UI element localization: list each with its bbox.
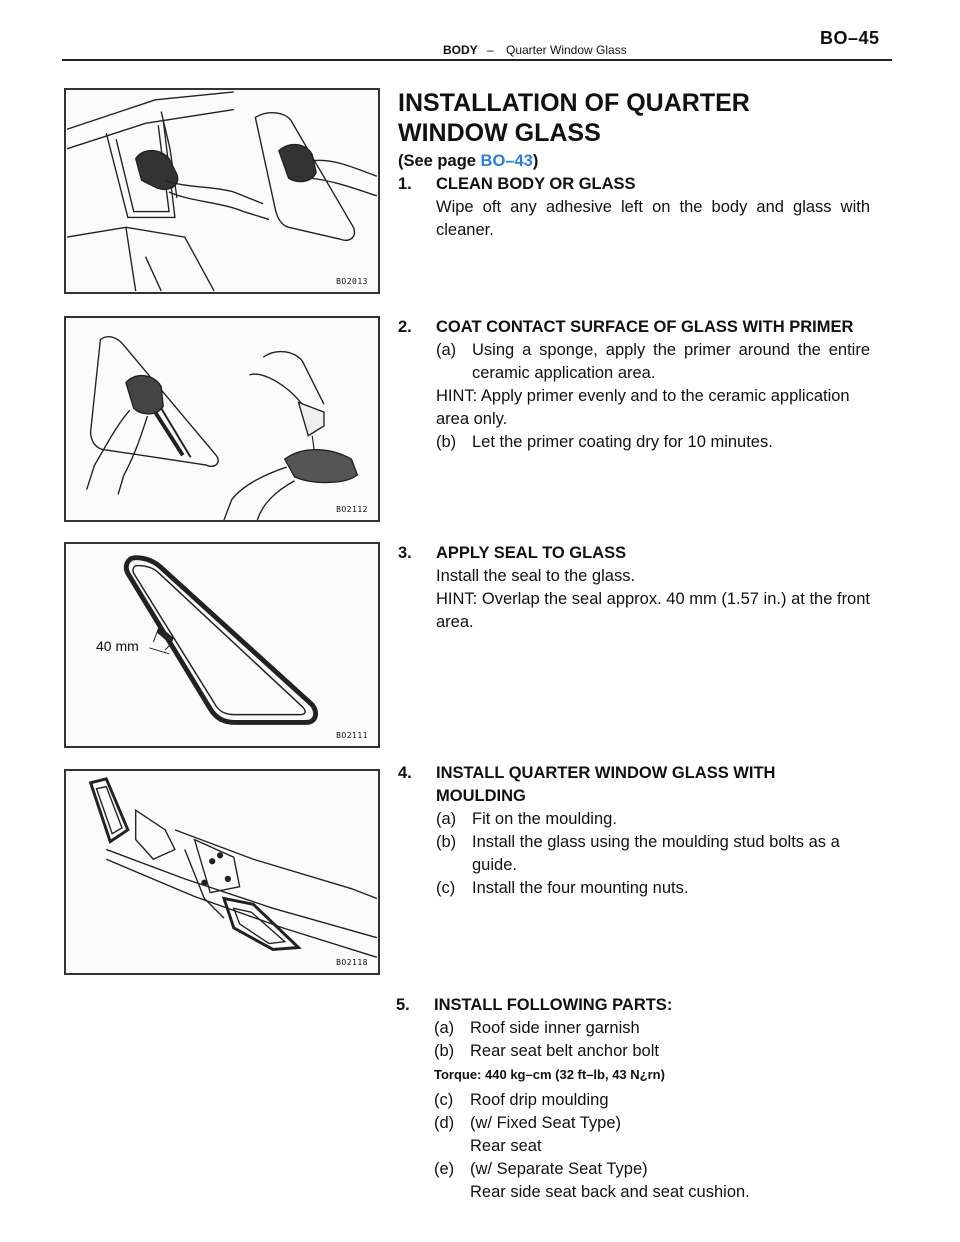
see-page-link[interactable]: BO–43 — [480, 152, 533, 170]
sub-letter: (d) — [434, 1114, 455, 1132]
step-5e — [396, 1158, 868, 1204]
header-section: BODY — [443, 43, 478, 57]
step-4b — [398, 831, 870, 877]
step-title: APPLY SEAL TO GLASS — [436, 544, 627, 562]
step-title: CLEAN BODY OR GLASS — [436, 175, 636, 193]
sub-text: Install the four mounting nuts. — [472, 879, 689, 897]
see-page-prefix: (See page — [398, 152, 481, 170]
sub-text: Let the primer coating dry for 10 minutes. — [472, 433, 773, 451]
sub-letter: (b) — [434, 1042, 455, 1060]
page-title — [398, 88, 750, 148]
step-number: 2. — [398, 318, 412, 336]
step-1-heading — [398, 173, 870, 196]
step-4-block — [398, 762, 870, 900]
sub-letter: (b) — [436, 433, 457, 451]
sub-text: Roof side inner garnish — [470, 1019, 640, 1037]
sub-text-group — [470, 1112, 868, 1158]
title-line-1: INSTALLATION OF QUARTER — [398, 89, 750, 117]
step-5-heading — [396, 994, 868, 1017]
step-3-heading — [398, 542, 870, 565]
title-line-2: WINDOW GLASS — [398, 119, 601, 147]
figure-install-glass — [64, 769, 380, 975]
sub-text: Roof drip moulding — [470, 1091, 609, 1109]
illustration-cleaning — [66, 90, 378, 292]
figure-code: BO2112 — [336, 505, 368, 514]
sub-text: Rear seat belt anchor bolt — [470, 1042, 659, 1060]
illustration-primer — [66, 318, 378, 520]
step-number: 3. — [398, 544, 412, 562]
header-rule — [62, 59, 892, 61]
figure-apply-primer — [64, 316, 380, 522]
sub-text: (w/ Fixed Seat Type) — [470, 1114, 622, 1132]
torque-spec: Torque: 440 kg–cm (32 ft–lb, 43 N¿rn) — [434, 1067, 665, 1082]
page-number: BO–45 — [820, 28, 880, 48]
step-number: 5. — [396, 996, 410, 1014]
step-5d — [396, 1112, 868, 1158]
step-2-hint: HINT: Apply primer evenly and to the ceramic application area only. — [436, 387, 850, 428]
step-5c — [396, 1089, 868, 1112]
step-4a — [398, 808, 870, 831]
sub-letter: (b) — [436, 833, 457, 851]
see-page-suffix: ) — [532, 152, 539, 170]
step-3-hint: HINT: Overlap the seal approx. 40 mm (1.57 in.) at the front area. — [436, 590, 870, 631]
sub-text: Fit on the moulding. — [472, 810, 617, 828]
step-1-text: Wipe oft any adhesive left on the body and glass with cleaner. — [436, 198, 870, 239]
figure-code: BO2118 — [336, 958, 368, 967]
sub-letter: (c) — [434, 1091, 454, 1109]
step-3-block — [398, 542, 870, 634]
step-title: COAT CONTACT SURFACE OF GLASS WITH PRIMER — [436, 318, 854, 336]
header-separator: – — [487, 43, 494, 57]
step-5a — [396, 1017, 868, 1040]
sub-text: Rear seat — [470, 1137, 542, 1155]
illustration-install — [66, 771, 378, 973]
step-title: INSTALL QUARTER WINDOW GLASS WITH MOULDING — [436, 764, 776, 805]
step-3-text: Install the seal to the glass. — [436, 567, 636, 585]
sub-letter: (a) — [434, 1019, 455, 1037]
sub-letter: (e) — [434, 1160, 455, 1178]
step-title: INSTALL FOLLOWING PARTS: — [434, 996, 673, 1014]
step-2a — [398, 339, 870, 385]
figure-code: BO2013 — [336, 277, 368, 286]
step-5b — [396, 1040, 868, 1063]
seal-overlap-label: 40 mm — [96, 638, 139, 654]
sub-letter: (a) — [436, 341, 457, 359]
step-number: 1. — [398, 175, 412, 193]
sub-text-group — [470, 1158, 868, 1204]
step-2-heading — [398, 316, 870, 339]
step-1-block — [398, 150, 870, 242]
figure-code: BO2111 — [336, 731, 368, 740]
step-2b — [398, 431, 870, 454]
sub-text: Rear side seat back and seat cushion. — [470, 1183, 750, 1201]
figure-clean-body-glass — [64, 88, 380, 294]
see-page-reference — [398, 150, 870, 173]
step-number: 4. — [398, 764, 412, 782]
sub-text: Using a sponge, apply the primer around the entire ceramic application area. — [472, 341, 870, 382]
figure-apply-seal — [64, 542, 380, 748]
step-2-block — [398, 316, 870, 454]
sub-letter: (c) — [436, 879, 456, 897]
step-4-heading — [398, 762, 870, 808]
sub-letter: (a) — [436, 810, 457, 828]
step-4c — [398, 877, 870, 900]
sub-text: (w/ Separate Seat Type) — [470, 1160, 648, 1178]
header-topic: Quarter Window Glass — [506, 43, 627, 57]
step-5-block — [396, 994, 868, 1204]
sub-text: Install the glass using the moulding stud bolts as a guide. — [472, 833, 840, 874]
